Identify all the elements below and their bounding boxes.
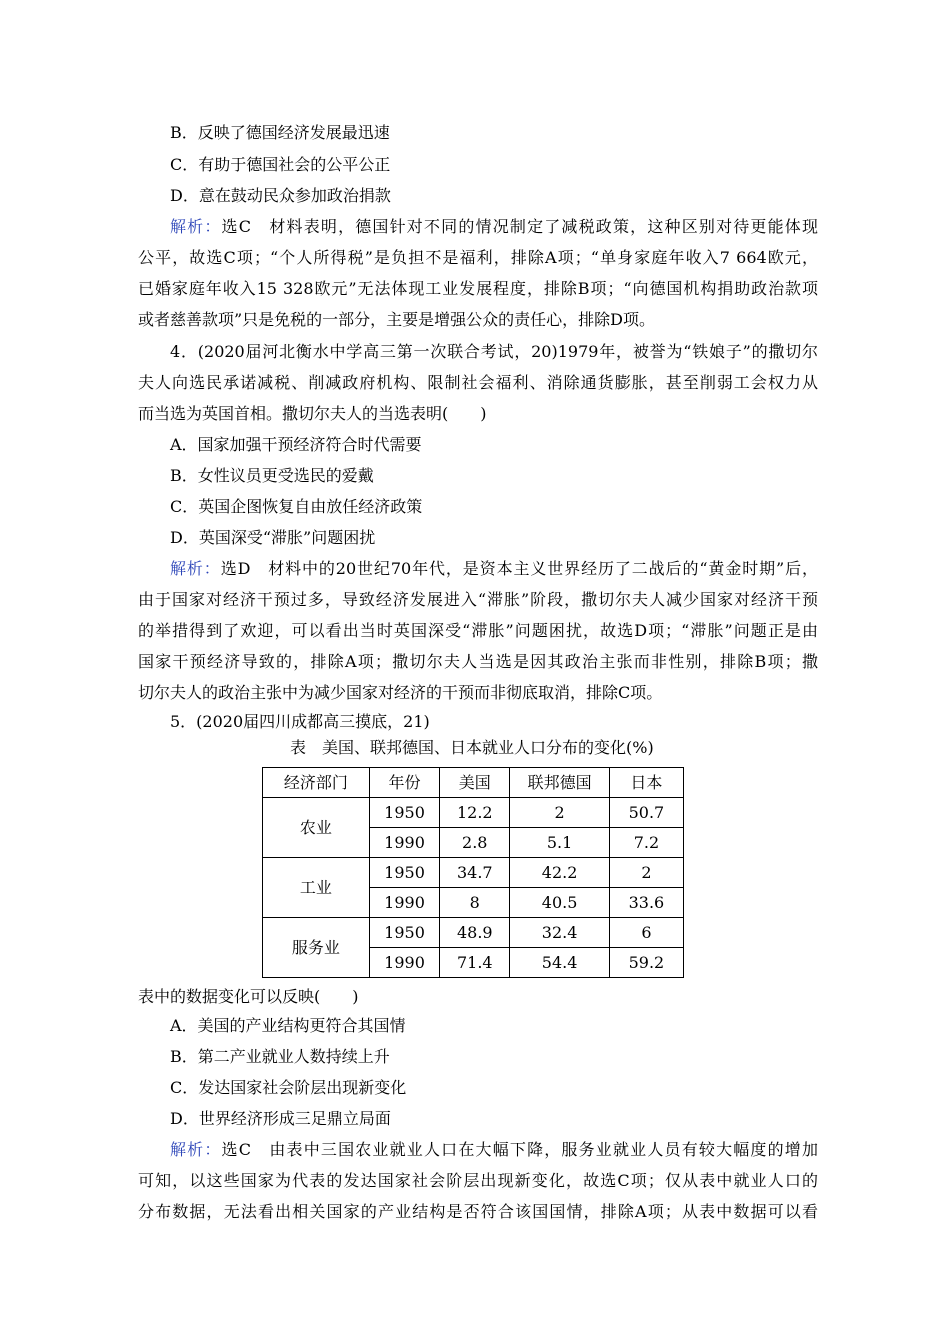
q3-analysis-line-4: 或者慈善款项”只是免税的一部分，主要是增强公众的责任心，排除D项。 [138, 310, 656, 329]
q3-option-c: C．有助于德国社会的公平公正 [170, 155, 391, 174]
q4-analysis-line-1: 解析：选D 材料中的20世纪70年代，是资本主义世界经历了二战后的“黄金时期”后， [170, 559, 818, 578]
q4-option-a: A．国家加强干预经济符合时代需要 [170, 435, 422, 454]
analysis-label: 解析： [170, 217, 222, 236]
q5-analysis-line-3: 分布数据，无法看出相关国家的产业结构是否符合该国国情，排除A项；从表中数据可以看 [138, 1202, 818, 1221]
table-cell: 1950 [369, 798, 439, 828]
q4-stem-line-1: 4．(2020届河北衡水中学高三第一次联合考试，20)1979年，被誉为“铁娘子”的撒切尔 [170, 342, 818, 361]
table-cell: 6 [609, 918, 683, 948]
table-cell: 54.4 [510, 948, 610, 978]
table-cell: 5.1 [510, 828, 610, 858]
table-cell: 34.7 [440, 858, 510, 888]
q5-analysis-line-1: 解析：选C 由表中三国农业就业人口在大幅下降，服务业就业人员有较大幅度的增加 [170, 1140, 818, 1159]
table-cell: 42.2 [510, 858, 610, 888]
table-cell: 12.2 [440, 798, 510, 828]
table-cell: 59.2 [609, 948, 683, 978]
analysis-label: 解析： [170, 1140, 222, 1159]
header-cell: 经济部门 [263, 768, 370, 798]
q4-analysis-line-4: 国家干预经济导致的，排除A项；撒切尔夫人当选是因其政治主张而非性别，排除B项；撒 [138, 652, 818, 671]
q5-option-d: D．世界经济形成三足鼎立局面 [170, 1109, 391, 1128]
table-cell: 1990 [369, 828, 439, 858]
header-cell: 联邦德国 [510, 768, 610, 798]
sector-cell: 农业 [263, 798, 370, 858]
table-cell: 2 [609, 858, 683, 888]
table-caption: 表 美国、联邦德国、日本就业人口分布的变化(%) [290, 738, 654, 757]
sector-cell: 服务业 [263, 918, 370, 978]
q4-option-c: C．英国企图恢复自由放任经济政策 [170, 497, 423, 516]
q5-option-b: B．第二产业就业人数持续上升 [170, 1047, 390, 1066]
table-row [263, 918, 684, 948]
table-row [263, 798, 684, 828]
q5-stem: 5．(2020届四川成都高三摸底，21) [170, 712, 430, 731]
q4-analysis-line-3: 的举措得到了欢迎，可以看出当时英国深受“滞胀”问题困扰，故选D项；“滞胀”问题正是由 [138, 621, 818, 640]
header-cell: 年份 [369, 768, 439, 798]
table-cell: 2 [510, 798, 610, 828]
table-cell: 32.4 [510, 918, 610, 948]
table-cell: 8 [440, 888, 510, 918]
q4-stem-line-2: 夫人向选民承诺减税、削减政府机构、限制社会福利、消除通货膨胀，甚至削弱工会权力从 [138, 373, 818, 392]
q4-stem-line-3: 而当选为英国首相。撒切尔夫人的当选表明( ) [138, 404, 487, 423]
q3-analysis-line-3: 已婚家庭年收入15 328欧元”无法体现工业发展程度，排除B项；“向德国机构捐助政治款项 [138, 279, 818, 298]
q5-question: 表中的数据变化可以反映( ) [138, 987, 359, 1006]
q4-analysis-line-2: 由于国家对经济干预过多，导致经济发展进入“滞胀”阶段，撒切尔夫人减少国家对经济干预 [138, 590, 818, 609]
q4-analysis-line-5: 切尔夫人的政治主张中为减少国家对经济的干预而非彻底取消，排除C项。 [138, 683, 663, 702]
q3-option-b: B．反映了德国经济发展最迅速 [170, 123, 390, 142]
q3-analysis-line-2: 公平，故选C项；“个人所得税”是负担不是福利，排除A项；“单身家庭年收入7 664欧元， [138, 248, 818, 267]
q5-option-a: A．美国的产业结构更符合其国情 [170, 1016, 406, 1035]
q5-analysis-line-2: 可知，以这些国家为代表的发达国家社会阶层出现新变化，故选C项；仅从表中就业人口的 [138, 1171, 818, 1190]
table-header-row [263, 768, 684, 798]
table-cell: 1950 [369, 918, 439, 948]
table-cell: 50.7 [609, 798, 683, 828]
header-cell: 日本 [609, 768, 683, 798]
analysis-label: 解析： [170, 559, 221, 578]
table-cell: 2.8 [440, 828, 510, 858]
table-cell: 33.6 [609, 888, 683, 918]
q4-option-d: D．英国深受“滞胀”问题困扰 [170, 528, 376, 547]
table-cell: 7.2 [609, 828, 683, 858]
sector-cell: 工业 [263, 858, 370, 918]
table-cell: 71.4 [440, 948, 510, 978]
table-cell: 1950 [369, 858, 439, 888]
table-cell: 40.5 [510, 888, 610, 918]
employment-table [262, 767, 684, 978]
table-cell: 1990 [369, 888, 439, 918]
q3-option-d: D．意在鼓动民众参加政治捐款 [170, 186, 391, 205]
q3-analysis-line-1: 解析：选C 材料表明，德国针对不同的情况制定了减税政策，这种区别对待更能体现 [170, 217, 818, 236]
table-cell: 1990 [369, 948, 439, 978]
table-row [263, 858, 684, 888]
table-cell: 48.9 [440, 918, 510, 948]
q4-option-b: B．女性议员更受选民的爱戴 [170, 466, 374, 485]
header-cell: 美国 [440, 768, 510, 798]
q5-option-c: C．发达国家社会阶层出现新变化 [170, 1078, 407, 1097]
